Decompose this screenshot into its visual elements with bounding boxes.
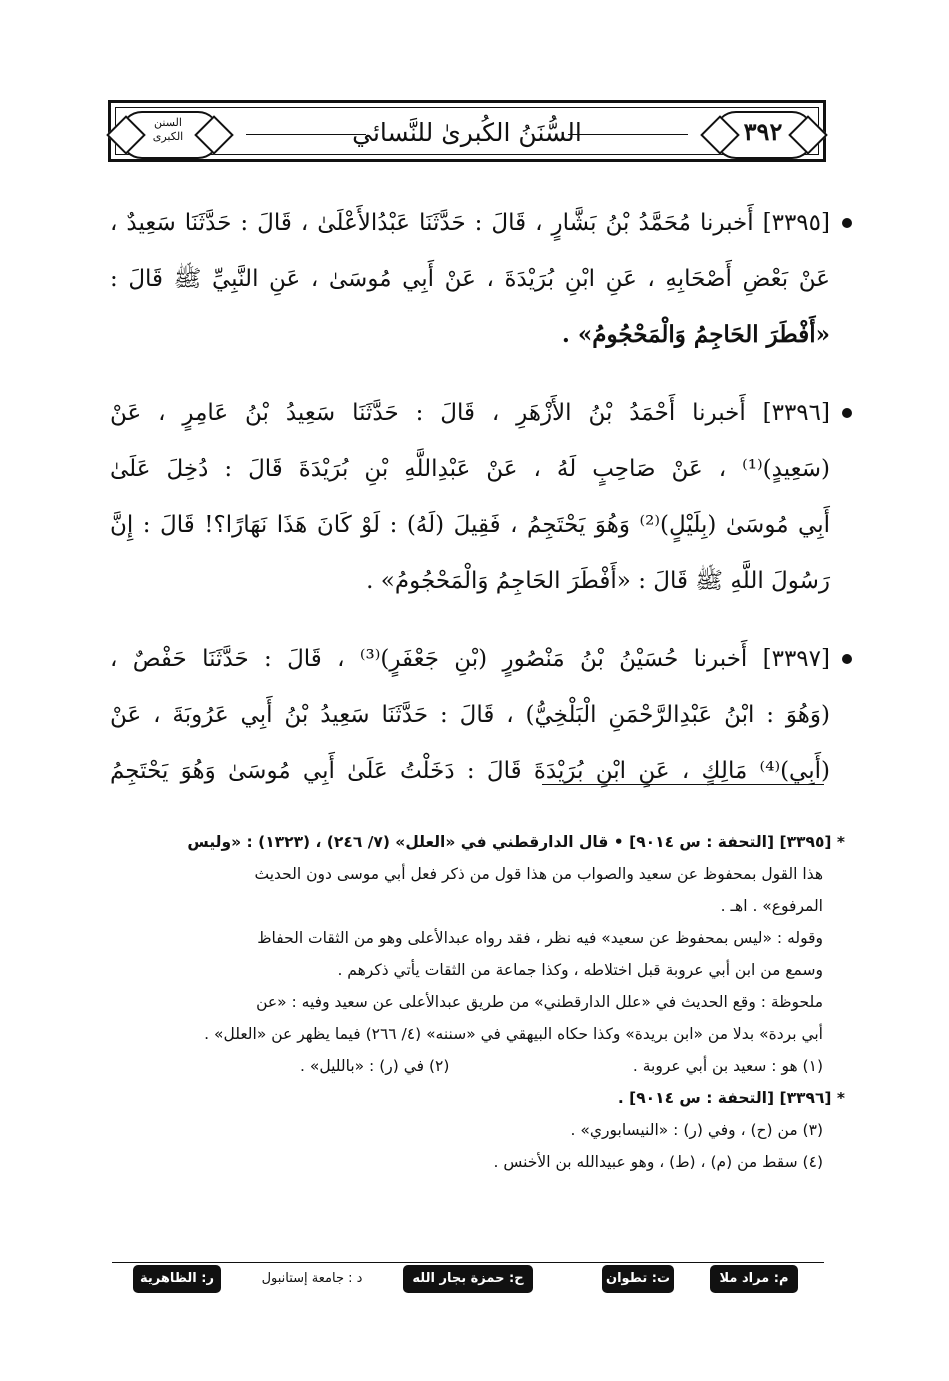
text-line: عَنْ بَعْضِ أَصْحَابِهِ ، عَنِ ابْنِ بُرَيْدَةَ ، عَنْ أَبِي مُوسَىٰ ، عَنِ النَّبِيِّ ﷺ قَالَ : [110,266,830,292]
footnote-line: أبي بردة» بدلا من «ابن بريدة» وكذا حكاه البيهقي في «سننه» (٤/ ٢٦٦) فيما يظهر عن «العلل» . [204,1025,823,1043]
footnote-separator [542,784,824,785]
text-line: رَسُولَ اللَّهِ ﷺ قَالَ : «أَفْطَرَ الحَاجِمُ وَالْمَحْجُومُ» . [366,568,830,594]
text-line: (سَعِيدٍ)⁽¹⁾ ، عَنْ صَاحِبٍ لَهُ ، عَنْ عَبْدِاللَّهِ بْنِ بُرَيْدَةَ قَالَ : دُخِلَ عَلَىٰ [110,456,830,482]
text-line: (أَبِي)⁽⁴⁾ مَالِكٍ ، عَنِ ابْنِ بُرَيْدَةَ قَالَ : دَخَلْتُ عَلَىٰ أَبِي مُوسَىٰ وَهُوَ يَحْتَجِمُ [110,758,830,784]
hadith-3396 [110,385,830,609]
siglum-t: ت: تطوان [602,1265,674,1293]
siglum-m: م: مراد ملا [710,1265,798,1293]
text-line: أَبِي مُوسَىٰ (بِلَيْلٍ)⁽²⁾ وَهُوَ يَحْتَجِمُ ، فَقِيلَ (لَهُ) : لَوْ كَانَ هَذَا نَهَارًا؟! قَالَ : إِنَّ [110,512,830,538]
hadith-text [110,195,830,821]
footnote-line: هذا القول بمحفوظ عن سعيد والصواب من هذا قول من ذكر فعل أبي موسى دون الحديث [254,865,823,883]
text-line: (وَهُوَ : ابْنُ عَبْدِالرَّحْمَنِ الْبَلْخِيُّ) ، قَالَ : حَدَّثَنَا سَعِيدُ بْنُ أَبِي عَرُوبَةَ ، عَنْ [110,702,830,728]
siglum-h: ح: حمزة بجار الله [403,1265,533,1293]
bullet-icon [842,408,852,418]
footnote-1: (١) هو : سعيد بن أبي عروبة . [632,1057,823,1075]
bullet-icon [842,218,852,228]
bottom-separator [112,1262,824,1263]
footnotes [110,826,845,1178]
footnote-line: وقوله : «ليس بمحفوظ عن سعيد» فيه نظر ، فقد رواه عبدالأعلى وهو من الثقات الحفاظ [257,929,823,947]
footnote-pair [110,1050,845,1082]
text-line: «أَفْطَرَ الحَاجِمُ وَالْمَحْجُومُ» . [561,321,830,348]
bullet-icon [842,654,852,664]
page-number: ٣٩٢ [743,117,783,146]
footnote-line: ملحوظة : وقع الحديث في «علل الدارقطني» من طريق عبدالأعلى عن سعيد وفيه : «عن [256,993,823,1011]
text-line: [٣٣٩٧] أَخبرنا حُسَيْنُ بْنُ مَنْصُورٍ (بْنِ جَعْفَرٍ)⁽³⁾ ، قَالَ : حَدَّثَنَا حَفْصٌ ، [110,646,830,672]
footnote-line: المرفوع» . اهـ . [720,897,823,915]
footnote-4: (٤) سقط من (م) ، (ط) ، وهو عبيدالله بن الأخنس . [493,1153,823,1171]
footnote-2: (٢) في (ر) : «بالليل» . [300,1057,450,1075]
header-inner-border [115,107,819,155]
text-line: [٣٣٩٦] أَخبرنا أَحْمَدُ بْنُ الأَزْهَرِ ، قَالَ : حَدَّثَنَا سَعِيدُ بْنُ عَامِرٍ ، عَنْ [110,400,830,426]
hadith-3395 [110,195,830,363]
siglum-r: ر: الظاهرية [133,1265,221,1293]
footnote-line: * [٣٣٩٦] [التحفة : س ٩٠١٤] . [617,1089,845,1107]
page-header-frame [108,100,826,162]
book-title: السُّنَنُ الكُبرىٰ للنَّسائي [352,118,582,147]
hadith-3397 [110,631,830,799]
footnote-line: * [٣٣٩٥] [التحفة : س ٩٠١٤] • قال الدارقطني في «العلل» (٧/ ٢٤٦) ، (١٣٢٣) : «وليس [187,833,845,851]
footnote-3: (٣) من (ح) ، وفي (ر) : «النيسابوري» . [570,1121,823,1139]
seal-line: الكبرى [152,130,184,143]
footnote-line: وسمع من ابن أبي عروبة قبل اختلاطه ، وكذا جماعة من الثقات يأتي ذكرهم . [337,961,823,979]
text-line: [٣٣٩٥] أَخبرنا مُحَمَّدُ بْنُ بَشَّارٍ ، قَالَ : حَدَّثَنَا عَبْدُالأَعْلَىٰ ، قَالَ : حَدَّثَنَا سَعِيدٌ ، [110,210,830,236]
seal-line: السنن [154,116,182,129]
siglum-d: د : جامعة إستانبول [261,1271,363,1286]
